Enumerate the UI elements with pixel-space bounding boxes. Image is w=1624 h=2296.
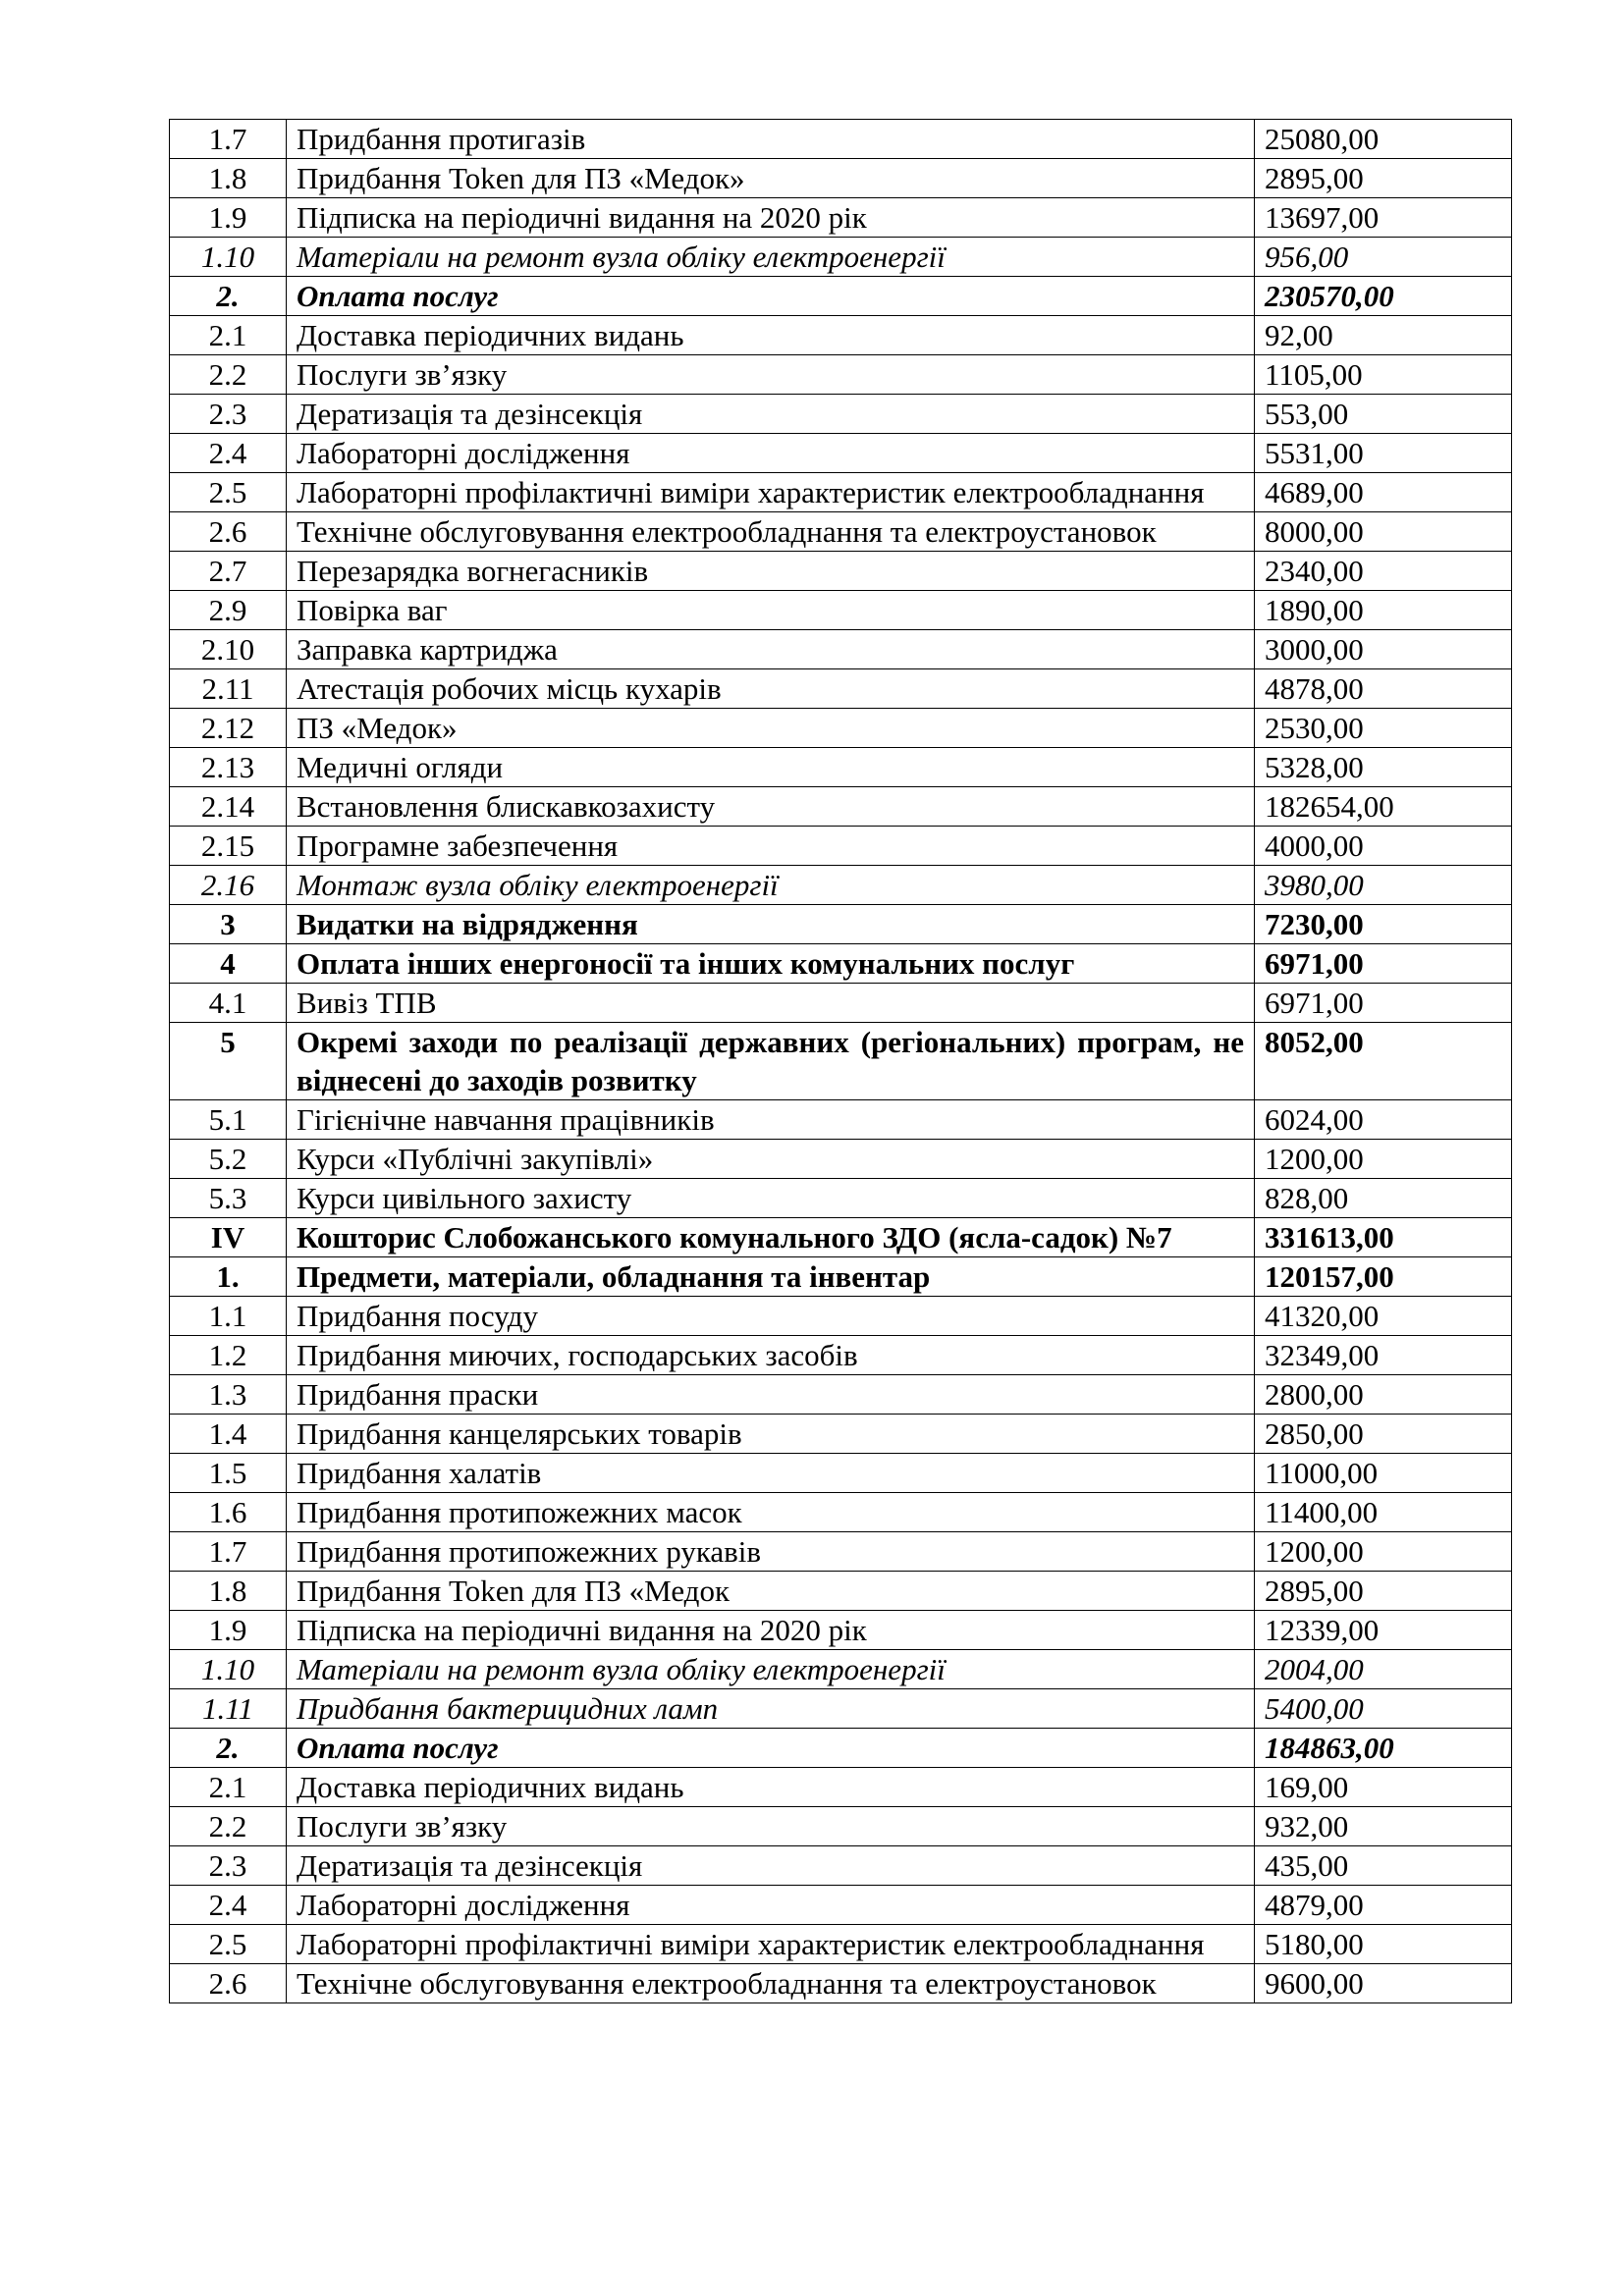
item-description: Лабораторні профілактичні виміри характеристик електрообладнання [287,1925,1255,1964]
item-description: Підписка на періодичні видання на 2020 рік [287,198,1255,238]
item-description: Придбання Token для ПЗ «Медок» [287,159,1255,198]
item-amount: 11000,00 [1255,1454,1512,1493]
item-amount: 435,00 [1255,1846,1512,1886]
item-number: 1.5 [170,1454,287,1493]
table-row [170,866,1512,905]
item-description: Оплата інших енергоносії та інших комунальних послуг [287,944,1255,984]
item-number: 2.1 [170,1768,287,1807]
item-amount: 1890,00 [1255,591,1512,630]
item-amount: 182654,00 [1255,787,1512,827]
item-amount: 6024,00 [1255,1100,1512,1140]
item-amount: 1200,00 [1255,1140,1512,1179]
table-row [170,1846,1512,1886]
item-amount: 331613,00 [1255,1218,1512,1257]
item-number: 1.9 [170,1611,287,1650]
item-amount: 32349,00 [1255,1336,1512,1375]
item-amount: 2850,00 [1255,1415,1512,1454]
item-amount: 1200,00 [1255,1532,1512,1572]
item-description: Технічне обслуговування електрообладнання та електроустановок [287,512,1255,552]
item-amount: 956,00 [1255,238,1512,277]
item-amount: 7230,00 [1255,905,1512,944]
item-description: Придбання протипожежних рукавів [287,1532,1255,1572]
table-row [170,473,1512,512]
item-amount: 11400,00 [1255,1493,1512,1532]
table-row [170,709,1512,748]
item-number: 2.3 [170,395,287,434]
item-amount: 5328,00 [1255,748,1512,787]
table-row [170,1140,1512,1179]
table-row [170,552,1512,591]
table-row [170,630,1512,669]
item-number: 2.2 [170,1807,287,1846]
table-row [170,1023,1512,1100]
item-number: 2.13 [170,748,287,787]
item-description: Матеріали на ремонт вузла обліку електроенергії [287,238,1255,277]
table-row [170,944,1512,984]
item-description: Послуги зв’язку [287,355,1255,395]
item-amount: 6971,00 [1255,984,1512,1023]
item-number: 2.12 [170,709,287,748]
item-amount: 3980,00 [1255,866,1512,905]
item-number: 2.7 [170,552,287,591]
item-amount: 5180,00 [1255,1925,1512,1964]
table-row [170,984,1512,1023]
item-description: Дератизація та дезінсекція [287,395,1255,434]
item-amount: 2340,00 [1255,552,1512,591]
table-row [170,827,1512,866]
item-amount: 12339,00 [1255,1611,1512,1650]
item-amount: 4879,00 [1255,1886,1512,1925]
table-row [170,1807,1512,1846]
item-amount: 184863,00 [1255,1729,1512,1768]
item-number: 2.4 [170,434,287,473]
item-number: 5.2 [170,1140,287,1179]
item-description: Придбання посуду [287,1297,1255,1336]
item-number: 5.3 [170,1179,287,1218]
item-description: Придбання протипожежних масок [287,1493,1255,1532]
table-row [170,1768,1512,1807]
item-amount: 5400,00 [1255,1689,1512,1729]
item-number: 1.1 [170,1297,287,1336]
item-number: 1.7 [170,1532,287,1572]
table-row [170,355,1512,395]
item-number: 5 [170,1023,287,1100]
item-number: 2.9 [170,591,287,630]
table-row [170,1532,1512,1572]
item-number: 1.3 [170,1375,287,1415]
item-number: 1.10 [170,238,287,277]
item-description: Доставка періодичних видань [287,316,1255,355]
item-description: Вивіз ТПВ [287,984,1255,1023]
item-amount: 4000,00 [1255,827,1512,866]
item-description: Придбання Token для ПЗ «Медок [287,1572,1255,1611]
item-description: Перезарядка вогнегасників [287,552,1255,591]
item-description: Лабораторні дослідження [287,1886,1255,1925]
item-description: Медичні огляди [287,748,1255,787]
table-row [170,1964,1512,2003]
item-number: 2.14 [170,787,287,827]
item-description: Гігієнічне навчання працівників [287,1100,1255,1140]
item-amount: 120157,00 [1255,1257,1512,1297]
item-number: 1.6 [170,1493,287,1532]
item-description: Дератизація та дезінсекція [287,1846,1255,1886]
item-amount: 4878,00 [1255,669,1512,709]
table-row [170,512,1512,552]
table-row [170,591,1512,630]
item-description: Придбання канцелярських товарів [287,1415,1255,1454]
table-row [170,277,1512,316]
item-description: Придбання бактерицидних ламп [287,1689,1255,1729]
table-row [170,1454,1512,1493]
item-description: Заправка картриджа [287,630,1255,669]
table-row [170,120,1512,159]
item-amount: 2895,00 [1255,1572,1512,1611]
item-description: Технічне обслуговування електрообладнання та електроустановок [287,1964,1255,2003]
item-number: 1.4 [170,1415,287,1454]
item-number: 2.5 [170,1925,287,1964]
item-description: Оплата послуг [287,277,1255,316]
budget-table [169,119,1512,2003]
table-row [170,434,1512,473]
item-description: Видатки на відрядження [287,905,1255,944]
table-row [170,1375,1512,1415]
item-description: Курси цивільного захисту [287,1179,1255,1218]
item-description: Лабораторні профілактичні виміри характеристик електрообладнання [287,473,1255,512]
item-description: ПЗ «Медок» [287,709,1255,748]
table-row [170,395,1512,434]
table-row [170,1415,1512,1454]
item-number: 1.11 [170,1689,287,1729]
item-number: 1.8 [170,159,287,198]
item-number: 3 [170,905,287,944]
table-row [170,1925,1512,1964]
item-number: 1.7 [170,120,287,159]
table-row [170,316,1512,355]
item-amount: 6971,00 [1255,944,1512,984]
item-description: Курси «Публічні закупівлі» [287,1140,1255,1179]
item-number: 2.16 [170,866,287,905]
table-row [170,748,1512,787]
item-description: Програмне забезпечення [287,827,1255,866]
table-row [170,1650,1512,1689]
item-number: 1.2 [170,1336,287,1375]
item-number: 2.1 [170,316,287,355]
item-description: Матеріали на ремонт вузла обліку електроенергії [287,1650,1255,1689]
item-amount: 25080,00 [1255,120,1512,159]
item-description: Предмети, матеріали, обладнання та інвентар [287,1257,1255,1297]
item-number: 1. [170,1257,287,1297]
table-row [170,1611,1512,1650]
item-amount: 1105,00 [1255,355,1512,395]
item-number: 1.9 [170,198,287,238]
item-description: Лабораторні дослідження [287,434,1255,473]
item-description: Підписка на періодичні видання на 2020 рік [287,1611,1255,1650]
item-description: Придбання халатів [287,1454,1255,1493]
item-description: Повірка ваг [287,591,1255,630]
item-amount: 13697,00 [1255,198,1512,238]
item-number: IV [170,1218,287,1257]
table-row [170,1336,1512,1375]
item-description: Послуги зв’язку [287,1807,1255,1846]
item-description: Придбання праски [287,1375,1255,1415]
item-description: Встановлення блискавкозахисту [287,787,1255,827]
table-row [170,787,1512,827]
table-row [170,1689,1512,1729]
table-row [170,1100,1512,1140]
item-amount: 3000,00 [1255,630,1512,669]
item-description: Монтаж вузла обліку електроенергії [287,866,1255,905]
item-number: 2.3 [170,1846,287,1886]
item-amount: 828,00 [1255,1179,1512,1218]
item-amount: 932,00 [1255,1807,1512,1846]
table-row [170,669,1512,709]
table-row [170,1493,1512,1532]
item-number: 4 [170,944,287,984]
item-amount: 230570,00 [1255,277,1512,316]
item-number: 1.8 [170,1572,287,1611]
item-amount: 2800,00 [1255,1375,1512,1415]
item-number: 2.15 [170,827,287,866]
table-row [170,1729,1512,1768]
table-row [170,1218,1512,1257]
item-number: 4.1 [170,984,287,1023]
item-number: 2.10 [170,630,287,669]
item-number: 2. [170,1729,287,1768]
item-description: Оплата послуг [287,1729,1255,1768]
item-amount: 2004,00 [1255,1650,1512,1689]
item-number: 2.6 [170,1964,287,2003]
item-amount: 9600,00 [1255,1964,1512,2003]
item-number: 1.10 [170,1650,287,1689]
item-amount: 8000,00 [1255,512,1512,552]
table-row [170,1886,1512,1925]
item-amount: 8052,00 [1255,1023,1512,1100]
table-row [170,159,1512,198]
item-number: 2. [170,277,287,316]
table-row [170,1572,1512,1611]
item-description: Атестація робочих місць кухарів [287,669,1255,709]
item-amount: 5531,00 [1255,434,1512,473]
item-amount: 553,00 [1255,395,1512,434]
item-description: Придбання миючих, господарських засобів [287,1336,1255,1375]
item-description: Окремі заходи по реалізації державних (регіональних) програм, не віднесені до заходів розвитку [287,1023,1255,1100]
item-amount: 2895,00 [1255,159,1512,198]
item-amount: 4689,00 [1255,473,1512,512]
item-amount: 92,00 [1255,316,1512,355]
budget-table-body [170,120,1512,2003]
item-description: Доставка періодичних видань [287,1768,1255,1807]
table-row [170,198,1512,238]
item-number: 5.1 [170,1100,287,1140]
item-number: 2.4 [170,1886,287,1925]
item-amount: 2530,00 [1255,709,1512,748]
item-amount: 169,00 [1255,1768,1512,1807]
item-number: 2.2 [170,355,287,395]
table-row [170,1179,1512,1218]
item-amount: 41320,00 [1255,1297,1512,1336]
item-number: 2.6 [170,512,287,552]
item-number: 2.5 [170,473,287,512]
item-description: Придбання протигазів [287,120,1255,159]
table-row [170,905,1512,944]
item-description: Кошторис Слобожанського комунального ЗДО (ясла-садок) №7 [287,1218,1255,1257]
table-row [170,1257,1512,1297]
table-row [170,1297,1512,1336]
item-number: 2.11 [170,669,287,709]
table-row [170,238,1512,277]
